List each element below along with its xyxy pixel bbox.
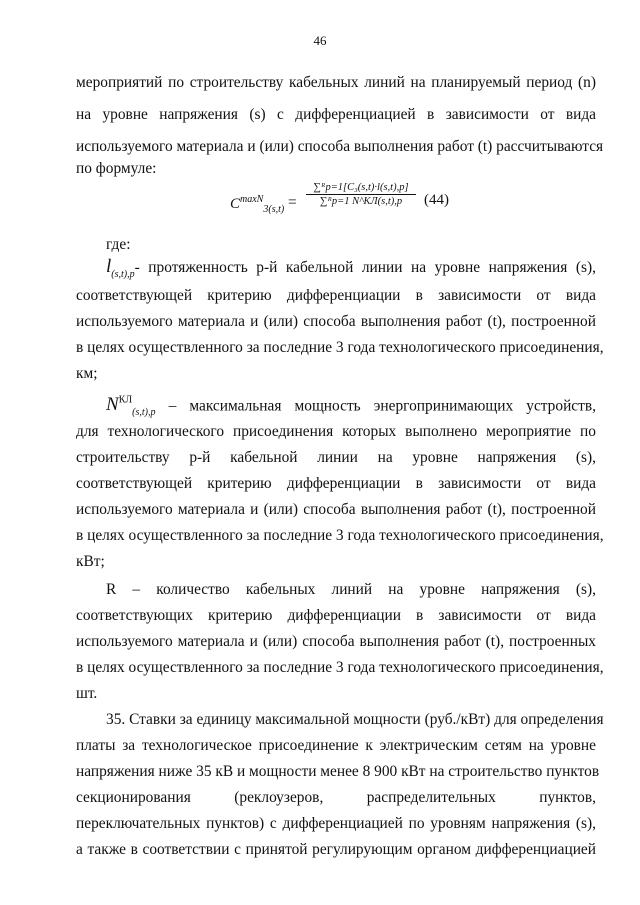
text-line: по формуле:	[76, 160, 157, 177]
text-line: используемого материала и (или) способа выполнения работ (t), построенной	[76, 313, 596, 330]
symbol-l: $l_{(s,t),p}$	[106, 256, 135, 280]
text-line: шт.	[76, 685, 98, 702]
text-line: строительству p-й кабельной линии на уровне напряжения (s),	[76, 449, 596, 466]
where-label: где:	[106, 236, 131, 253]
text-line: в целях осуществленного за последние 3 года технологического присоединения,	[76, 527, 604, 544]
paragraph-35-start: 35. Ставки за единицу максимальной мощности (руб./кВт) для определения	[106, 711, 604, 728]
text-line: в целях осуществленного за последние 3 года технологического присоединения,	[76, 659, 604, 676]
text-line: используемого материала и (или) способа выполнения работ (t), построенной	[76, 501, 596, 518]
text-line: кВт;	[76, 553, 105, 570]
formula-denominator: ∑ᴿp=1 N^КЛ(s,t),p	[319, 196, 403, 207]
text-line: используемого материала и (или) способа выполнения работ (t) рассчитываются	[76, 138, 604, 155]
text-line: секционирования (реклоузеров, распределительных пунктов,	[76, 789, 596, 806]
text-line: соответствующей критерию дифференциации в зависимости от вида	[76, 287, 596, 304]
text-line: соответствующей критерию дифференциации в зависимости от вида	[76, 475, 596, 492]
text-line: км;	[76, 365, 98, 382]
definition-r: R – количество кабельных линий на уровне напряжения (s),	[106, 581, 596, 598]
text-line: платы за технологическое присоединение к электрическим сетям на уровне	[76, 737, 596, 754]
formula-lhs: $C^{maxN}_{3(s,t)}$	[230, 194, 285, 215]
text-line: на уровне напряжения (s) с дифференциацией в зависимости от вида	[76, 106, 596, 123]
text-line: в целях осуществленного за последние 3 года технологического присоединения,	[76, 339, 604, 356]
definition-l: $l_{(s,t),p}-$ протяженность p-й кабельной линии на уровне напряжения (s),	[106, 256, 596, 280]
definition-n: $N^{КЛ}_{(s,t),p}$ – максимальная мощность энергопринимающих устройств,	[106, 394, 596, 419]
text-line: используемого материала и (или) способа выполнения работ (t), построенных	[76, 633, 596, 650]
symbol-n: $N^{КЛ}_{(s,t),p}$	[106, 394, 156, 419]
formula-equals: =	[288, 194, 297, 211]
text-line: а также в соответствии с принятой регулирующим органом дифференциацией	[76, 841, 596, 858]
text-line: соответствующих критерию дифференциации в зависимости от вида	[76, 607, 596, 624]
text-line: мероприятий по строительству кабельных линий на планируемый период (n)	[76, 74, 596, 91]
text-line: переключательных пунктов) с дифференциацией по уровням напряжения (s),	[76, 815, 596, 832]
formula-number: (44)	[424, 192, 449, 208]
formula-numerator: ∑ᴿp=1[C₃(s,t)·l(s,t),p]	[306, 182, 416, 195]
formula-fraction	[306, 182, 416, 207]
formula-44	[230, 182, 490, 224]
text-line: для технологического присоединения которых выполнено мероприятие по	[76, 423, 596, 440]
page-number: 46	[313, 33, 327, 48]
text-line: напряжения ниже 35 кВ и мощности менее 8 900 кВт на строительство пунктов	[76, 763, 600, 780]
